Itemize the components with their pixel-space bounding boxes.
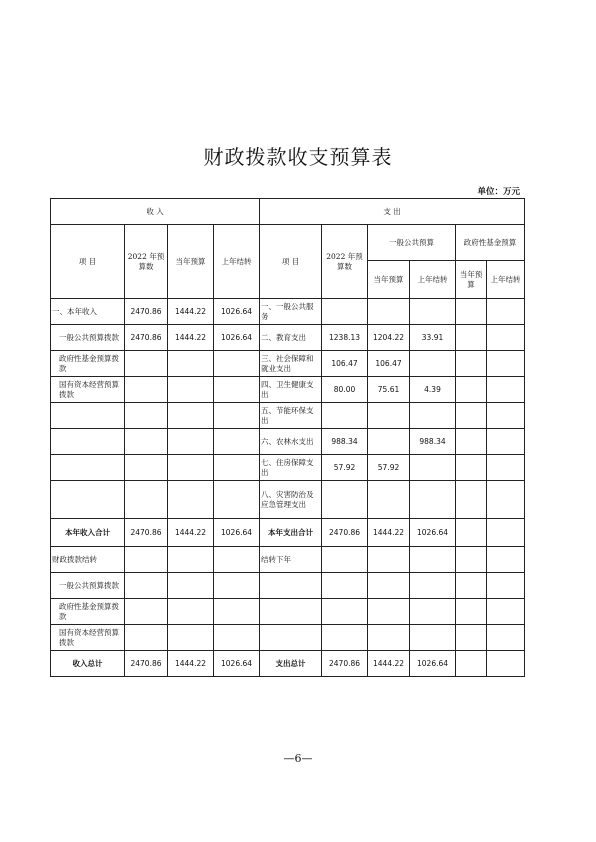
income-item-header: 项 目 [51, 225, 125, 299]
income-current-cell [168, 455, 214, 481]
general-carry-cell: 988.34 [410, 429, 456, 455]
expense-2022-cell [322, 625, 368, 651]
income-current-cell: 1444.22 [168, 299, 214, 325]
income-item-cell: 一般公共预算拨款 [51, 573, 125, 599]
table-row [51, 377, 525, 403]
expense-item-cell: 六、农林水支出 [260, 429, 322, 455]
income-current-cell [168, 429, 214, 455]
income-2022-cell [125, 573, 168, 599]
table-row [51, 325, 525, 351]
general-current-cell [368, 299, 410, 325]
unit-label: 单位：万元 [477, 187, 520, 197]
expense-2022-cell [322, 599, 368, 625]
income-current-cell [168, 599, 214, 625]
table-row [51, 547, 525, 573]
income-2022-cell: 2470.86 [125, 299, 168, 325]
general-current-cell: 57.92 [368, 455, 410, 481]
general-carry-cell [410, 403, 456, 429]
income-item-cell [51, 455, 125, 481]
general-carry-header: 上年结转 [410, 261, 456, 299]
income-carry-cell: 1026.64 [214, 651, 260, 677]
fund-current-header: 当年预算 [456, 261, 487, 299]
income-carry-cell [214, 573, 260, 599]
general-carry-cell [410, 599, 456, 625]
expense-2022-cell: 57.92 [322, 455, 368, 481]
header-row-1 [51, 199, 525, 225]
general-carry-cell [410, 351, 456, 377]
income-carry-cell [214, 351, 260, 377]
expense-header: 支 出 [260, 199, 525, 225]
expense-2022-header: 2022 年预算数 [322, 225, 368, 299]
expense-2022-cell: 1238.13 [322, 325, 368, 351]
income-2022-cell [125, 455, 168, 481]
fund-carry-cell [487, 351, 525, 377]
expense-2022-cell: 988.34 [322, 429, 368, 455]
income-item-cell: 国有资本经营预算拨款 [51, 625, 125, 651]
income-2022-cell [125, 403, 168, 429]
income-2022-header: 2022 年预算数 [125, 225, 168, 299]
fund-current-cell [456, 455, 487, 481]
income-carry-cell: 1026.64 [214, 299, 260, 325]
income-2022-cell [125, 377, 168, 403]
fund-carry-cell [487, 599, 525, 625]
income-carry-cell [214, 547, 260, 573]
income-current-cell [168, 547, 214, 573]
expense-item-cell: 结转下年 [260, 547, 322, 573]
income-item-cell: 政府性基金预算拨款 [51, 599, 125, 625]
general-current-cell [368, 481, 410, 519]
general-current-cell [368, 599, 410, 625]
general-current-cell [368, 573, 410, 599]
expense-item-cell: 二、教育支出 [260, 325, 322, 351]
income-2022-cell: 2470.86 [125, 519, 168, 547]
fund-carry-cell [487, 519, 525, 547]
fund-current-cell [456, 651, 487, 677]
general-current-cell: 1444.22 [368, 519, 410, 547]
general-budget-header: 一般公共预算 [368, 225, 456, 261]
table-row [51, 403, 525, 429]
fund-budget-header: 政府性基金预算 [456, 225, 525, 261]
fund-current-cell [456, 573, 487, 599]
income-2022-cell [125, 547, 168, 573]
income-carry-cell [214, 455, 260, 481]
income-2022-cell [125, 481, 168, 519]
fund-carry-cell [487, 299, 525, 325]
general-current-cell: 1204.22 [368, 325, 410, 351]
general-carry-cell [410, 481, 456, 519]
fund-carry-header: 上年结转 [487, 261, 525, 299]
income-current-header: 当年预算 [168, 225, 214, 299]
general-current-cell: 75.61 [368, 377, 410, 403]
income-current-cell: 1444.22 [168, 651, 214, 677]
expense-item-cell: 一、一般公共服务 [260, 299, 322, 325]
general-carry-cell: 1026.64 [410, 651, 456, 677]
income-item-cell: 政府性基金预算拨款 [51, 351, 125, 377]
expense-2022-cell: 2470.86 [322, 651, 368, 677]
income-2022-cell [125, 429, 168, 455]
general-carry-cell [410, 299, 456, 325]
table-row [51, 351, 525, 377]
income-current-cell: 1444.22 [168, 519, 214, 547]
income-2022-cell [125, 625, 168, 651]
fund-carry-cell [487, 429, 525, 455]
income-2022-cell: 2470.86 [125, 325, 168, 351]
fund-current-cell [456, 429, 487, 455]
table-row [51, 429, 525, 455]
fund-current-cell [456, 377, 487, 403]
general-carry-cell: 33.91 [410, 325, 456, 351]
income-2022-cell: 2470.86 [125, 651, 168, 677]
expense-item-cell: 支出总计 [260, 651, 322, 677]
expense-item-header: 项 目 [260, 225, 322, 299]
fund-carry-cell [487, 481, 525, 519]
fund-current-cell [456, 625, 487, 651]
header-row-2 [51, 225, 525, 261]
general-current-cell: 106.47 [368, 351, 410, 377]
table-row [51, 481, 525, 519]
general-current-cell [368, 429, 410, 455]
income-2022-cell [125, 351, 168, 377]
income-2022-cell [125, 599, 168, 625]
expense-item-cell: 七、住房保障支出 [260, 455, 322, 481]
fund-current-cell [456, 519, 487, 547]
fund-current-cell [456, 325, 487, 351]
table-row [51, 651, 525, 677]
expense-item-cell: 五、节能环保支出 [260, 403, 322, 429]
income-item-cell: 一、本年收入 [51, 299, 125, 325]
expense-item-cell: 四、卫生健康支出 [260, 377, 322, 403]
income-current-cell [168, 625, 214, 651]
page-number: —6— [283, 752, 313, 765]
income-carry-cell [214, 625, 260, 651]
general-carry-cell [410, 547, 456, 573]
general-current-cell [368, 625, 410, 651]
expense-2022-cell: 2470.86 [322, 519, 368, 547]
expense-item-cell: 本年支出合计 [260, 519, 322, 547]
expense-2022-cell [322, 547, 368, 573]
expense-2022-cell [322, 299, 368, 325]
fund-carry-cell [487, 651, 525, 677]
income-carry-cell [214, 481, 260, 519]
income-item-cell [51, 429, 125, 455]
fund-carry-cell [487, 455, 525, 481]
table-row [51, 519, 525, 547]
general-carry-cell [410, 455, 456, 481]
expense-2022-cell [322, 481, 368, 519]
expense-2022-cell [322, 403, 368, 429]
income-current-cell [168, 481, 214, 519]
page-title: 财政拨款收支预算表 [203, 145, 393, 169]
general-current-header: 当年预算 [368, 261, 410, 299]
expense-2022-cell: 106.47 [322, 351, 368, 377]
table-row [51, 599, 525, 625]
fund-current-cell [456, 481, 487, 519]
table-row [51, 573, 525, 599]
general-carry-cell [410, 573, 456, 599]
table-row [51, 299, 525, 325]
income-item-cell [51, 481, 125, 519]
general-current-cell [368, 547, 410, 573]
fund-current-cell [456, 403, 487, 429]
income-carry-cell [214, 429, 260, 455]
income-carry-cell [214, 599, 260, 625]
expense-item-cell: 八、灾害防治及应急管理支出 [260, 481, 322, 519]
income-carry-cell [214, 377, 260, 403]
income-item-cell: 收入总计 [51, 651, 125, 677]
income-current-cell [168, 403, 214, 429]
income-item-cell: 国有资本经营预算拨款 [51, 377, 125, 403]
general-carry-cell: 4.39 [410, 377, 456, 403]
general-carry-cell: 1026.64 [410, 519, 456, 547]
fund-carry-cell [487, 403, 525, 429]
budget-table [50, 198, 525, 677]
income-current-cell [168, 573, 214, 599]
fund-current-cell [456, 299, 487, 325]
income-header: 收 入 [51, 199, 260, 225]
income-carry-cell: 1026.64 [214, 519, 260, 547]
fund-carry-cell [487, 625, 525, 651]
expense-item-cell [260, 573, 322, 599]
expense-item-cell [260, 599, 322, 625]
income-carry-cell: 1026.64 [214, 325, 260, 351]
general-current-cell: 1444.22 [368, 651, 410, 677]
expense-item-cell: 三、社会保障和就业支出 [260, 351, 322, 377]
fund-current-cell [456, 599, 487, 625]
income-item-cell: 本年收入合计 [51, 519, 125, 547]
income-current-cell [168, 351, 214, 377]
income-item-cell: 一般公共预算拨款 [51, 325, 125, 351]
expense-2022-cell [322, 573, 368, 599]
fund-carry-cell [487, 547, 525, 573]
expense-2022-cell: 80.00 [322, 377, 368, 403]
table-row [51, 455, 525, 481]
table-row [51, 625, 525, 651]
general-current-cell [368, 403, 410, 429]
expense-item-cell [260, 625, 322, 651]
income-carry-cell [214, 403, 260, 429]
income-item-cell: 财政拨款结转 [51, 547, 125, 573]
fund-carry-cell [487, 325, 525, 351]
fund-current-cell [456, 351, 487, 377]
income-current-cell: 1444.22 [168, 325, 214, 351]
income-current-cell [168, 377, 214, 403]
income-carry-header: 上年结转 [214, 225, 260, 299]
fund-carry-cell [487, 573, 525, 599]
fund-current-cell [456, 547, 487, 573]
general-carry-cell [410, 625, 456, 651]
fund-carry-cell [487, 377, 525, 403]
income-item-cell [51, 403, 125, 429]
